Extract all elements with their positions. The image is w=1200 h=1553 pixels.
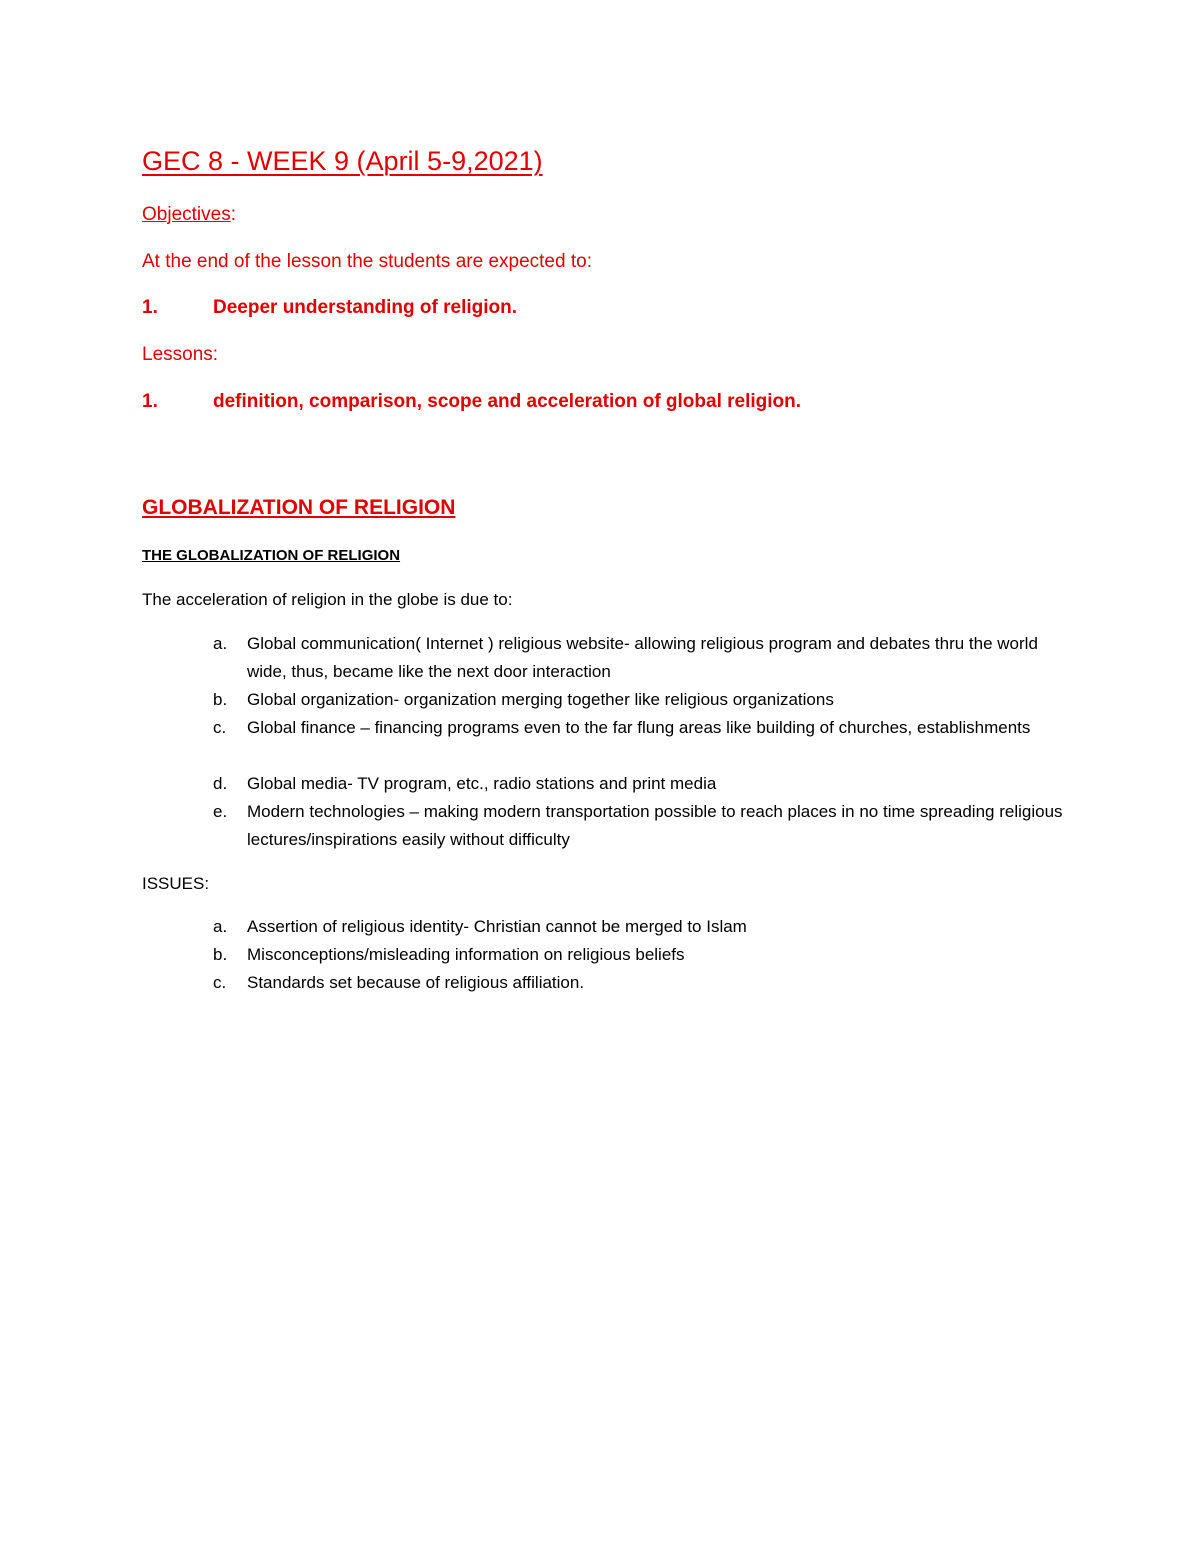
list-item: Global media- TV program, etc., radio stations and print media bbox=[247, 774, 717, 793]
issue-item: Misconceptions/misleading information on religious beliefs bbox=[247, 945, 685, 964]
objective-text: Deeper understanding of religion. bbox=[213, 297, 518, 318]
lesson-text: definition, comparison, scope and acceleration of global religion. bbox=[213, 391, 802, 412]
issues-label: ISSUES: bbox=[142, 874, 210, 893]
objectives-label: Objectives bbox=[142, 204, 231, 225]
lessons-label: Lessons: bbox=[142, 344, 219, 365]
list-item-letter: a. bbox=[213, 634, 228, 653]
section-heading: GLOBALIZATION OF RELIGION bbox=[142, 496, 456, 519]
list-item: Modern technologies – making modern transportation possible to reach places in no time spreading religious lectures/inspirations easily without difficulty bbox=[247, 802, 1063, 849]
list-item-letter: c. bbox=[213, 718, 227, 737]
issue-item-letter: b. bbox=[213, 945, 228, 964]
page-title: GEC 8 - WEEK 9 (April 5-9,2021) bbox=[142, 146, 543, 176]
list-item: Global communication( Internet ) religious website- allowing religious program and debates thru the world wide, thus, became like the next door interaction bbox=[247, 634, 1038, 681]
section-subheading: THE GLOBALIZATION OF RELIGION bbox=[142, 547, 401, 564]
objectives-heading bbox=[142, 202, 236, 228]
list-item-letter: b. bbox=[213, 690, 228, 709]
issue-item: Standards set because of religious affiliation. bbox=[247, 973, 585, 992]
list-item: Global finance – financing programs even to the far flung areas like building of churches, establishments bbox=[247, 718, 1031, 737]
issue-item-letter: a. bbox=[213, 917, 228, 936]
list-item-letter: d. bbox=[213, 774, 228, 793]
issue-item-letter: c. bbox=[213, 973, 227, 992]
expected-text: At the end of the lesson the students are expected to: bbox=[142, 251, 592, 272]
issue-item: Assertion of religious identity- Christian cannot be merged to Islam bbox=[247, 917, 747, 936]
objective-number: 1. bbox=[142, 297, 158, 318]
list-item-letter: e. bbox=[213, 802, 228, 821]
lesson-number: 1. bbox=[142, 391, 158, 412]
section-intro: The acceleration of religion in the globe is due to: bbox=[142, 590, 513, 609]
list-item: Global organization- organization merging together like religious organizations bbox=[247, 690, 834, 709]
objectives-colon: : bbox=[230, 204, 236, 225]
